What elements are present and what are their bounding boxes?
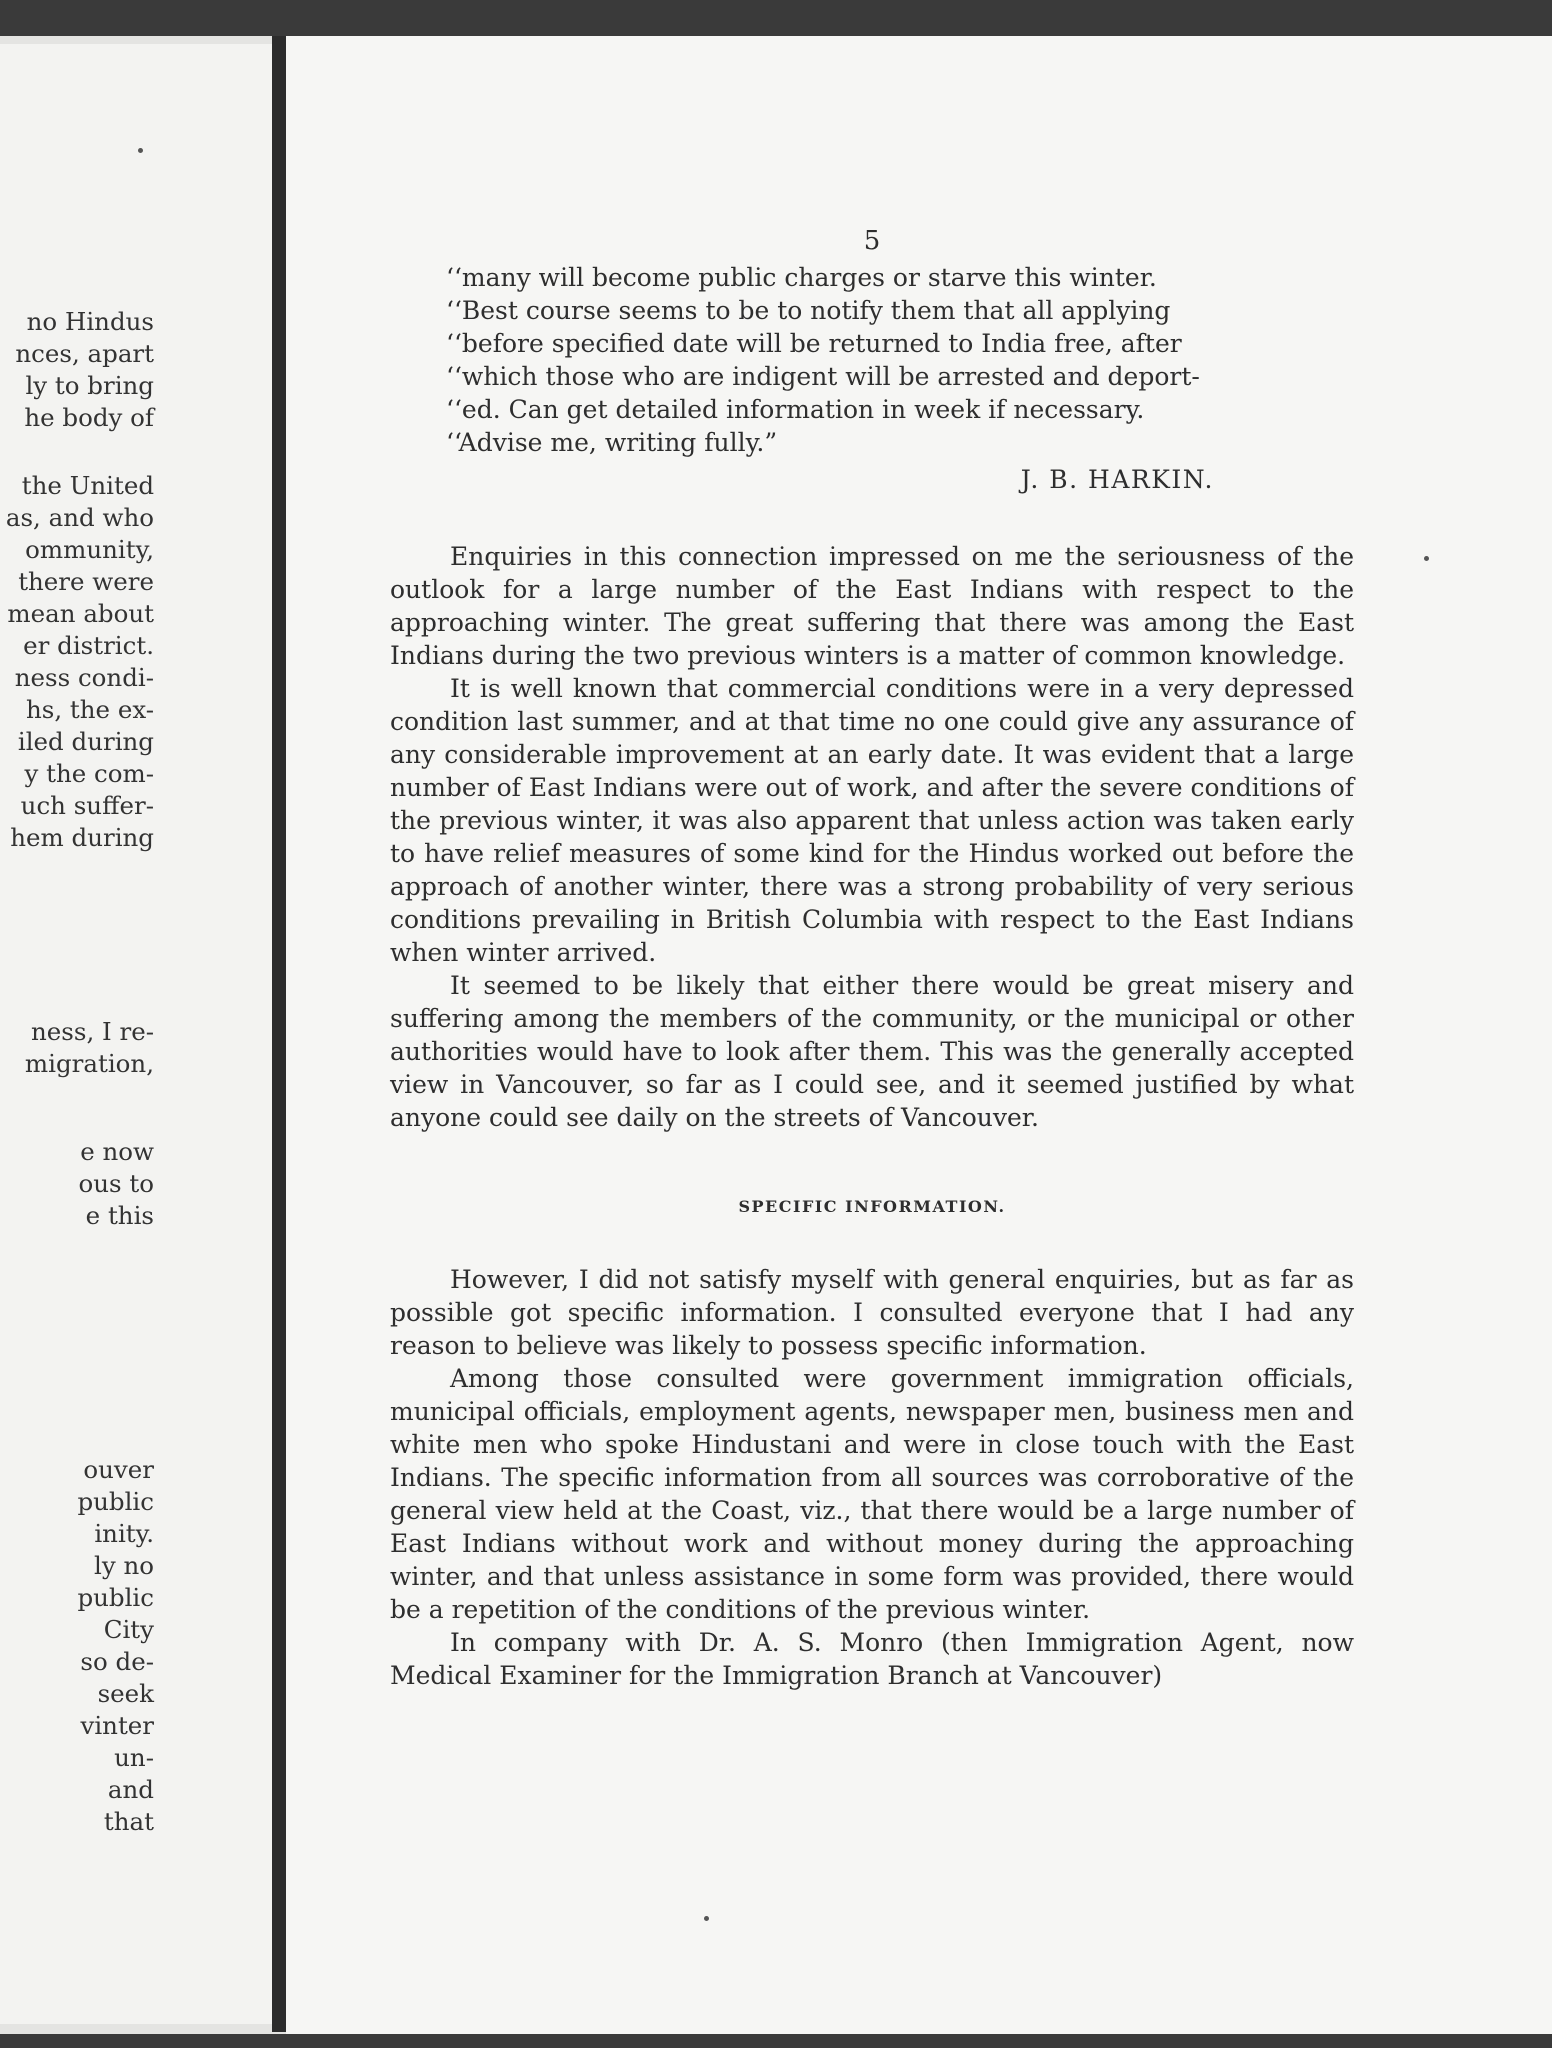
body-paragraph: Enquiries in this connection impressed on me the seriousness of the outlook for a large number of the East Indians with respect to the approaching winter. The great suffering that there was among the East Indians during the two previous winters is a matter of common knowledge. — [390, 542, 1354, 670]
quote-line: ‘‘Advise me, writing fully.” — [446, 428, 778, 457]
left-line: that — [103, 1807, 154, 1836]
left-line: ouver — [83, 1455, 154, 1484]
scan-speck — [138, 148, 143, 153]
quote-line: ‘‘before specified date will be returned to India free, after — [446, 329, 1182, 358]
signature: J. B. HARKIN. — [1020, 465, 1214, 494]
left-line: mean about — [7, 599, 154, 628]
left-line: City — [103, 1615, 154, 1644]
left-line: public — [77, 1487, 154, 1516]
section-heading: SPECIFIC INFORMATION. — [738, 1197, 1006, 1216]
left-line: the United — [21, 471, 154, 500]
left-line: hs, the ex- — [25, 695, 154, 724]
body-paragraph: However, I did not satisfy myself with general enquiries, but as far as possible got specific information. I consulted everyone that I had any reason to believe was likely to possess specific information. — [390, 1265, 1354, 1360]
left-line: seek — [97, 1679, 154, 1708]
left-line: inity. — [94, 1519, 154, 1548]
book-binding-edge — [272, 36, 286, 2032]
left-line: er district. — [23, 631, 154, 660]
left-line: as, and who — [5, 503, 154, 532]
left-page-fragment — [0, 44, 272, 2024]
left-line: he body of — [24, 403, 154, 432]
scan-top-edge — [0, 0, 1552, 36]
left-line: un- — [114, 1743, 154, 1772]
quote-line: ‘‘ed. Can get detailed information in week if necessary. — [446, 395, 1145, 424]
body-paragraph: It is well known that commercial conditions were in a very depressed condition last summer, and at that time no one could give any assurance of any considerable improvement at an early date. It was evident that a large number of East Indians were out of work, and after the severe conditions of the previous winter, it was also apparent that unless action was taken early to have relief measures of some kind for the Hindus worked out before the approach of another winter, there was a strong probability of very serious conditions prevailing in British Columbia with respect to the East Indians when winter arrived. — [390, 674, 1354, 967]
left-line: vinter — [80, 1711, 154, 1740]
left-line: there were — [18, 567, 154, 596]
body-paragraph: It seemed to be likely that either there would be great misery and suffering among the members of the community, or the municipal or other authorities would have to look after them. This was the generally accepted view in Vancouver, so far as I could see, and it seemed justified by what anyone could see daily on the streets of Vancouver. — [390, 971, 1354, 1132]
left-line: ness condi- — [14, 663, 154, 692]
page-text-column — [390, 221, 1354, 1692]
left-line: migration, — [24, 1049, 154, 1078]
left-line: iled during — [17, 727, 154, 756]
quote-line: ‘‘many will become public charges or starve this winter. — [446, 263, 1157, 292]
left-line: y the com- — [24, 759, 154, 788]
body-paragraph: Among those consulted were government immigration officials, municipal officials, employment agents, newspaper men, business men and white men who spoke Hindustani and were in close touch with the East Indians. The specific information from all sources was corroborative of the general view held at the Coast, viz., that there would be a large number of East Indians without work and without money during the approaching winter, and that unless assistance in some form was provided, there would be a repetition of the conditions of the previous winter. — [390, 1364, 1354, 1624]
left-line: uch suffer- — [20, 791, 154, 820]
telegram-quote — [446, 261, 1344, 459]
left-line: e this — [85, 1201, 154, 1230]
left-line: ous to — [78, 1169, 154, 1198]
page-number: 5 — [863, 226, 881, 256]
scan-speck — [1424, 556, 1429, 561]
left-line: no Hindus — [26, 307, 154, 336]
body-paragraph: In company with Dr. A. S. Monro (then Immigration Agent, now Medical Examiner for the Immigration Branch at Vancouver) — [390, 1628, 1354, 1690]
left-line: hem during — [10, 823, 154, 852]
left-line: public — [77, 1583, 154, 1612]
left-line: e now — [80, 1137, 154, 1166]
left-line: ly to bring — [25, 371, 154, 400]
right-page — [286, 36, 1552, 2034]
left-line: ness, I re- — [31, 1017, 154, 1046]
scan-speck — [704, 1916, 709, 1921]
left-line: so de- — [80, 1647, 154, 1676]
left-line: ly no — [94, 1551, 154, 1580]
quote-line: ‘‘Best course seems to be to notify them that all applying — [446, 296, 1171, 325]
left-line: ommunity, — [25, 535, 154, 564]
scan-bottom-edge — [0, 2034, 1552, 2048]
quote-line: ‘‘which those who are indigent will be arrested and deport- — [446, 362, 1200, 391]
left-line: and — [107, 1775, 154, 1804]
left-line: nces, apart — [15, 339, 154, 368]
